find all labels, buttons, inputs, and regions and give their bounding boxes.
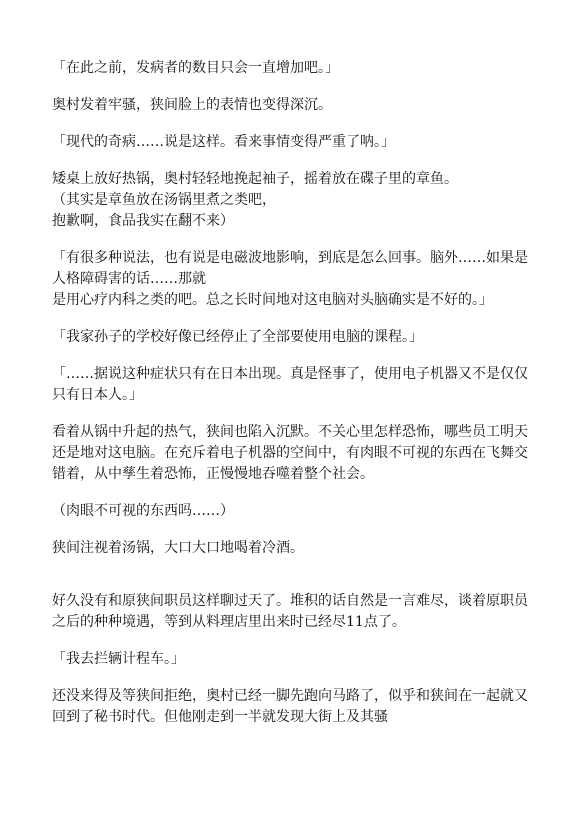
paragraph-9: （肉眼不可视的东西吗……）	[52, 503, 234, 519]
paragraph-13: 还没来得及等狭间拒绝，奥村已经一脚先跑向马路了，似乎和狭间在一起就又回到了秘书时代。但他刚走到一半就发现大街上及其骚	[52, 688, 528, 725]
document-page	[52, 58, 532, 744]
paragraph-7: 「……据说这种症状只有在日本出现。真是怪事了，使用电子机器又不是仅仅只有日本人。」	[52, 366, 528, 403]
paragraph-6: 「我家孙子的学校好像已经停止了全部要使用电脑的课程。」	[52, 329, 423, 345]
paragraph-4: 矮桌上放好热锅，奥村轻轻地挽起袖子，摇着放在碟子里的章鱼。 （其实是章鱼放在汤锅里煮之类吧， 抱歉啊，食品我实在翻不来）	[52, 171, 458, 229]
paragraph-12: 「我去拦辆计程车。」	[52, 651, 185, 667]
paragraph-1: 「在此之前，发病者的数目只会一直增加吧。」	[52, 60, 339, 76]
paragraph-8: 看着从锅中升起的热气，狭间也陷入沉默。不关心里怎样恐怖，哪些员工明天还是地对这电脑。在充斥着电子机器的空间中，有肉眼不可视的东西在飞舞交错着，从中孳生着恐怖，正慢慢地吞噬着整个社会。	[52, 424, 528, 482]
paragraph-5: 「有很多种说法，也有说是电磁波地影响，到底是怎么回事。脑外……如果是人格障碍害的话……那就 是用心疗内科之类的吧。总之长时间地对这电脑对头脑确实是不好的。」	[52, 250, 528, 308]
paragraph-10: 狭间注视着汤锅，大口大口地喝着冷酒。	[52, 540, 304, 556]
paragraph-3: 「现代的奇病……说是这样。看来事情变得严重了呐。」	[52, 134, 395, 150]
paragraph-2: 奥村发着牢骚，狭间脸上的表情也变得深沉。	[52, 97, 332, 113]
paragraph-11: 好久没有和原狭间职员这样聊过天了。堆积的话自然是一言难尽，谈着原职员之后的种种境遇，等到从料理店里出来时已经尽11点了。	[52, 593, 528, 630]
